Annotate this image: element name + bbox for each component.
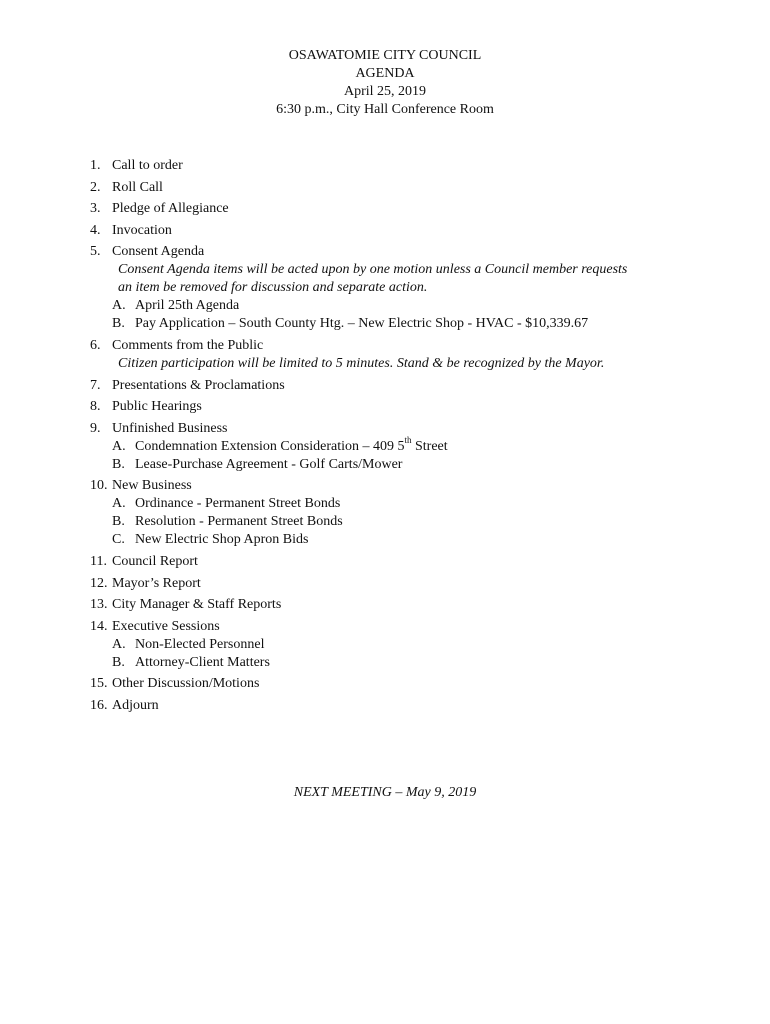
note-line: Consent Agenda items will be acted upon by one motion unless a Council member requests (118, 262, 628, 278)
sub-item-text: Lease-Purchase Agreement - Golf Carts/Mower (135, 456, 403, 472)
item-number: 6. (90, 337, 101, 353)
item-text: Unfinished Business (112, 420, 228, 436)
sub-item-text: Attorney-Client Matters (135, 654, 270, 670)
note-line: an item be removed for discussion and separate action. (118, 280, 428, 296)
sub-item-letter: A. (112, 438, 126, 454)
item-text: Public Hearings (112, 399, 202, 415)
agenda-item-11 (90, 553, 710, 571)
item-text: Pledge of Allegiance (112, 201, 229, 217)
sub-item-letter: A. (112, 636, 126, 652)
agenda-item-9 (90, 420, 710, 474)
agenda-item-14 (90, 618, 710, 672)
item-text: Executive Sessions (112, 618, 220, 634)
item-text: Mayor’s Report (112, 575, 201, 591)
sub-item (112, 435, 710, 456)
item-text: City Manager & Staff Reports (112, 597, 282, 613)
ordinal-suffix: th (404, 435, 412, 446)
agenda-list (90, 157, 710, 719)
consent-agenda-note (118, 261, 698, 297)
item-text: Roll Call (112, 179, 163, 195)
sub-item-letter: A. (112, 298, 126, 314)
item-number: 9. (90, 420, 101, 436)
sub-item (112, 495, 710, 513)
item-text: Call to order (112, 158, 183, 173)
sub-item-text: Non-Elected Personnel (135, 636, 265, 652)
sub-item-text: Ordinance - Permanent Street Bonds (135, 496, 341, 512)
sub-item-letter: B. (112, 514, 125, 530)
sub-item-text-part: Condemnation Extension Consideration – 409 5 (135, 438, 405, 454)
sub-item-text-part: Street (411, 438, 448, 454)
item-number: 4. (90, 222, 101, 238)
item-number: 15. (90, 676, 108, 692)
item-text: Invocation (112, 222, 172, 238)
item-number: 1. (90, 158, 101, 173)
next-meeting: NEXT MEETING – May 9, 2019 (293, 785, 477, 800)
agenda-item-10 (90, 477, 710, 549)
document-title: AGENDA (355, 66, 415, 81)
sub-item (112, 297, 710, 315)
meeting-date: April 25, 2019 (343, 84, 427, 99)
item-text: Council Report (112, 553, 198, 569)
item-number: 11. (90, 553, 107, 569)
agenda-item-13 (90, 596, 710, 614)
agenda-item-7 (90, 377, 710, 395)
item-number: 13. (90, 597, 108, 613)
sub-item (112, 531, 710, 549)
sub-item-letter: B. (112, 654, 125, 670)
item-number: 16. (90, 697, 108, 713)
item-number: 2. (90, 179, 101, 195)
note-line: Citizen participation will be limited to 5 minutes. Stand & be recognized by the Mayor. (118, 355, 605, 371)
council-name: OSAWATOMIE CITY COUNCIL (288, 48, 482, 63)
meeting-time-location: 6:30 p.m., City Hall Conference Room (276, 102, 494, 117)
sub-item-text (135, 435, 448, 454)
item-number: 7. (90, 377, 101, 393)
agenda-item-8 (90, 398, 710, 416)
item-text: Adjourn (112, 697, 159, 713)
item-text: Other Discussion/Motions (112, 676, 260, 692)
agenda-item-2 (90, 179, 710, 197)
item-number: 3. (90, 201, 101, 217)
item-text: New Business (112, 478, 192, 494)
sub-item-letter: A. (112, 496, 126, 512)
sub-item-letter: B. (112, 456, 125, 472)
agenda-item-3 (90, 200, 710, 218)
agenda-item-1 (90, 157, 710, 175)
agenda-item-5 (90, 243, 710, 333)
item-text: Presentations & Proclamations (112, 377, 285, 393)
agenda-item-12 (90, 575, 710, 593)
item-number: 12. (90, 575, 108, 591)
sub-item (112, 456, 710, 474)
agenda-item-15 (90, 675, 710, 693)
item-text: Comments from the Public (112, 337, 264, 353)
agenda-item-4 (90, 222, 710, 240)
agenda-item-6 (90, 337, 710, 373)
sub-item-text: April 25th Agenda (135, 298, 240, 314)
agenda-item-16 (90, 697, 710, 715)
item-number: 8. (90, 399, 101, 415)
public-comment-note (118, 355, 698, 373)
sub-item-text: New Electric Shop Apron Bids (135, 532, 309, 548)
sub-item (112, 315, 710, 333)
item-number: 14. (90, 618, 108, 634)
sub-item (112, 654, 710, 672)
sub-item-text: Pay Application – South County Htg. – New Electric Shop - HVAC - $10,339.67 (135, 316, 589, 332)
item-number: 10. (90, 478, 108, 494)
sub-item (112, 636, 710, 654)
item-text: Consent Agenda (112, 244, 205, 260)
sub-item-text: Resolution - Permanent Street Bonds (135, 514, 343, 530)
sub-item-letter: C. (112, 532, 125, 548)
sub-item (112, 513, 710, 531)
sub-item-letter: B. (112, 316, 125, 332)
document-header (0, 47, 770, 119)
item-number: 5. (90, 244, 101, 260)
